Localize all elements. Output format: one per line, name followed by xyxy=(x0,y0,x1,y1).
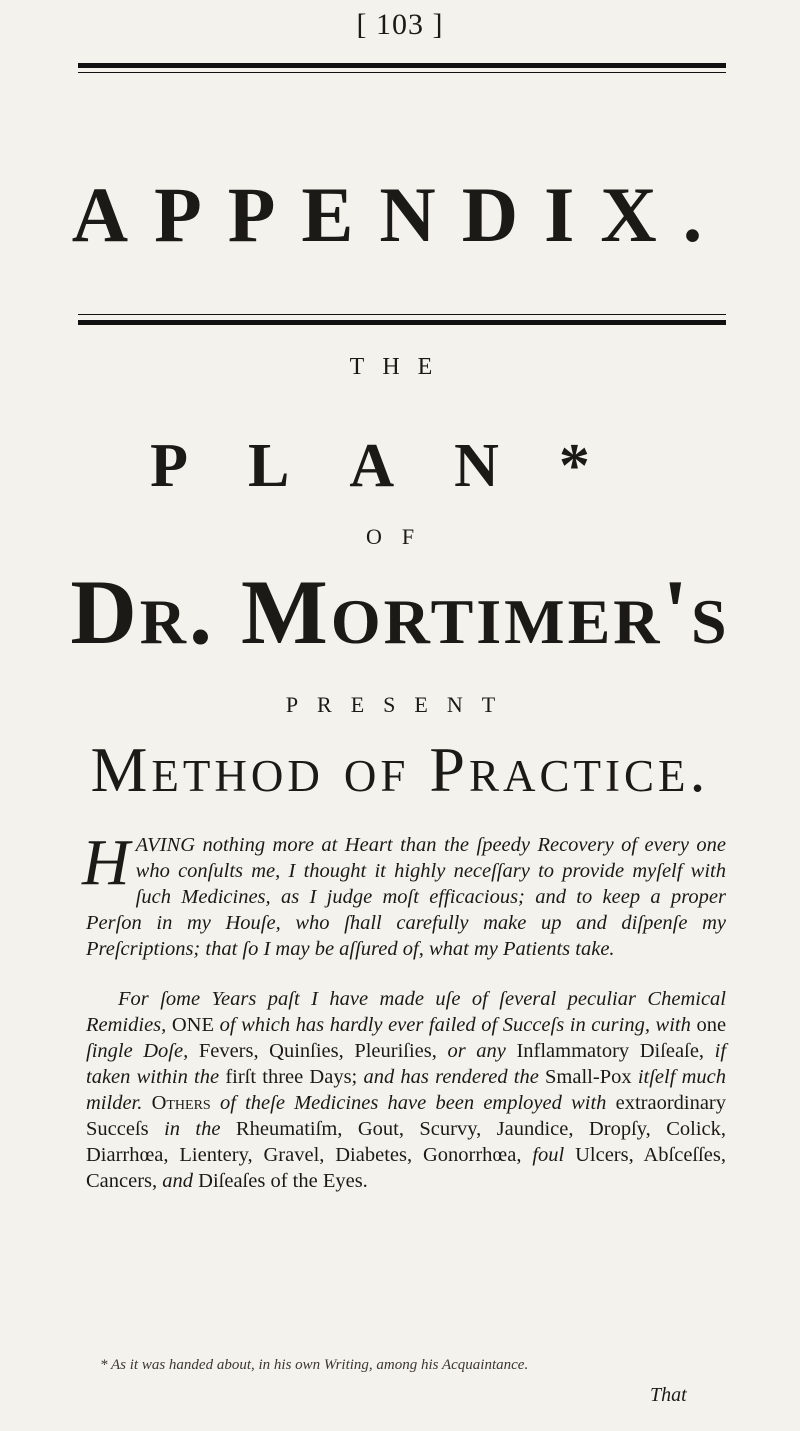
p2-s15: of theſe Medicines have been employed with xyxy=(219,1092,607,1114)
title-the: THE xyxy=(349,354,451,380)
footnote: * As it was handed about, in his own Writing, among his Acquaintance. xyxy=(100,1357,529,1373)
p2-s8: Inflammatory Diſeaſe, xyxy=(516,1040,705,1062)
title-plan: PLAN* xyxy=(150,432,650,500)
bottom-rule-thick xyxy=(78,320,726,325)
drop-cap: H xyxy=(82,826,130,899)
p2-s17: in the xyxy=(164,1118,221,1140)
title-doctor: Dr. Mortimer's xyxy=(70,561,730,663)
p2-s13: itſelf much milder. xyxy=(86,1066,726,1114)
appendix-heading: APPENDIX. xyxy=(71,171,729,258)
p2-s5: ſingle Doſe, xyxy=(86,1040,189,1062)
p2-s18: Rheumatiſm, Gout, Scurvy, Jaundice, Dropſy, Colick, Diarrhœa, Lientery, Gravel, Diabetes, Gonorrhœa, xyxy=(86,1118,727,1166)
p2-s11: and has rendered the xyxy=(363,1066,539,1088)
p2-s4: one xyxy=(696,1014,727,1036)
catchword: That xyxy=(650,1384,687,1406)
top-rule-thin xyxy=(78,72,726,73)
p2-s7: or any xyxy=(447,1040,506,1062)
p2-s2: ONE xyxy=(171,1014,215,1036)
p2-s19: foul xyxy=(532,1144,565,1166)
p2-s12: Small-Pox xyxy=(545,1066,632,1088)
title-of: OF xyxy=(365,524,435,549)
p2-s3: of which has hardly ever failed of Succeſs in curing, with xyxy=(219,1014,691,1036)
p2-s10: firſt three Days; xyxy=(225,1066,358,1088)
p2-s6: Fevers, Quinſies, Pleuriſies, xyxy=(198,1040,437,1062)
paragraph-having xyxy=(82,826,726,962)
paragraph-remedies xyxy=(86,986,726,1194)
title-present: PRESENT xyxy=(285,692,515,717)
p2-s21: and xyxy=(162,1170,194,1192)
p2-s1: For ſome Years paſt I have made uſe of ſeveral peculiar Chemical Remidies, xyxy=(86,988,726,1036)
paragraph-having-text: AVING nothing more at Heart than the ſpeedy Recovery of every one who conſults me, I thought it highly neceſſary to provide myſelf with ſuch Medicines, as I judge moſt efficacious; and to keep a proper Perſon in my Houſe, who ſhall carefully make up and diſpenſe my Preſcriptions; that ſo I may be aſſured of, what my Patients take. xyxy=(86,834,726,960)
title-method: Method of Practice. xyxy=(90,734,710,805)
p2-s9: if taken within the xyxy=(86,1040,727,1088)
p2-s22: Diſeaſes of the Eyes. xyxy=(198,1170,368,1192)
page-number: [ 103 ] xyxy=(356,8,444,41)
p2-s14: Others xyxy=(151,1092,211,1114)
bottom-rule-thin xyxy=(78,314,726,315)
top-rule-thick xyxy=(78,63,726,68)
p2-s20: Ulcers, Abſceſſes, Cancers, xyxy=(86,1144,727,1192)
p2-s16: extraordinary Succeſs xyxy=(86,1092,727,1140)
